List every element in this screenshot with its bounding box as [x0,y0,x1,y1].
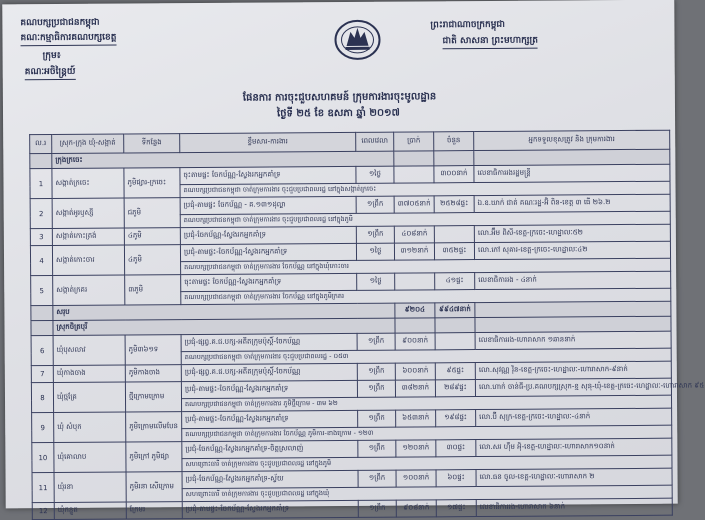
table-cell: ៩៩៤៧នាក់ [435,303,475,318]
party-emblem [332,18,382,62]
table-cell: ក្រែមរ [126,502,182,519]
table-cell: លោ.ហាក់ ចាន់ធី-ប្រ.គណបក្សស្រុក-ខ្ម សុនុ-ឃុំ-ខេត្ត-ក្រចេះ-ហេដ្ឋាលៈ-ហោរាសាក ៩៥ [475,378,671,396]
table-cell [434,151,474,166]
col-header: អ្នកទទួលខុសត្រូវ និង ក្រុមការងារ [474,130,670,150]
table-cell [474,149,670,165]
table-cell: ៩២០៤ [395,303,435,318]
table-cell: ប្រជុំ-ផ្សព្វ.គ.ជ.បក្ស-អតីតក្រុមប៉ុស្តិ៍-ចែកប័ណ្ណ [181,363,357,381]
table-cell: 3 [30,229,52,246]
table-cell: ប្រជុំ-តាមផ្ទះ-ចែកប័ណ្ណ-ស្វែងរកអ្នកគាំទ្រ [182,500,358,518]
table-cell: 7 [31,366,53,383]
table-cell: ឃុំបុសលាវ [53,335,125,366]
table-cell: ១០០នាក់ [396,470,436,487]
table-cell: សរុប [53,303,395,320]
document-title: ផែនការ ការចុះជួបសហគមន៍ ក្រុមការងារចុះមូលដ្ឋាន [242,91,437,104]
table-cell [394,166,434,183]
table-cell: ភូមិក្រៅ ភូមិផ្សា [126,442,182,472]
table-cell: ប្រជុំ-ចែកប័ណ្ណ-ស្វែងរកអ្នកគាំទ្រ-ចិត្តស្រលាញ់ [182,440,358,458]
table-cell: ភូមិផ្សារ-ក្រចេះ [124,168,180,198]
table-cell: ឃុំថ្មគ្រែ [53,382,125,413]
table-cell: ៣ភូមិ [125,275,181,305]
table-cell: 10 [32,443,54,473]
national-motto: ជាតិ សាសនា ព្រះមហាក្សត្រ [442,35,537,50]
table-cell: ៣៧០៥នាក់ [394,196,434,213]
table-cell: ប្រជុំ-ផ្សព្វ.គ.ជ.បក្ស-អតីតក្រុមប៉ុស្តិ៍-ចែកប័ណ្ណ [181,333,357,351]
table-cell: 6 [31,336,53,366]
table-cell: ១ព្រឹក [358,500,396,517]
table-cell: សង្កាត់ក្រចេះ [52,168,124,199]
table-cell: ជភូមិ [124,198,180,228]
document-date: ថ្ងៃទី ២៥ ខែ ឧសភា ឆ្នាំ ២០១៧ [276,107,400,120]
table-cell: ១ព្រឹក [358,470,396,487]
table-cell: សង្កាត់អូរឫស្សី [52,198,124,229]
table-cell: ប្រជុំ-តាមផ្ទះ-ចែកប័ណ្ណ-ស្វែងរកអ្នកគាំទ្រ [182,410,358,428]
table-cell: ភូមិកាងចាង [125,365,181,382]
table-cell: 12 [32,503,54,520]
table-cell: ៦៥៣នាក់ [396,410,436,427]
provincial-committee: គណៈកម្មាធិការគណបក្សខេត្ត [20,32,116,47]
table-cell: ប្រជុំ-តាមផ្ទះ-ចែកប័ណ្ណ-ស្វែងរកអ្នកគាំទ្រ [181,380,357,398]
table-cell: ប្រជុំ-តាមផ្ទះ ចែកប័ណ្ណ - គ.១៣១ដុល្លា [180,196,356,214]
col-header: ពេលវេលា [356,132,394,151]
table-cell: 2 [30,199,52,229]
table-cell: ក្រុងក្រចេះ [52,151,394,168]
table-cell: ឃុំរនា [54,472,126,503]
table-cell [435,318,475,333]
table-cell [434,226,474,243]
table-cell: ៩០០នាក់ [395,333,435,350]
table-cell: លោ.ប៊ី សុក្រ-ខេត្ត-ក្រចេះ-ហេដ្ឋាលៈ-៤នាក់ [476,408,672,426]
party-name: គណបក្សប្រជាជនកម្ពុជា [20,17,100,29]
table-cell: ១៩៨ផ្ទះ [436,410,476,427]
table-cell: ៦០០នាក់ [395,363,435,380]
table-cell: ឃុំកន្ទួត [54,502,126,520]
standing-committee: គណៈអចិន្ត្រៃយ៍ [25,66,76,80]
table-cell: គណបក្សប្រជាជនកម្ពុជា ចាត់ក្រុមការងារ ចុះជួបប្រជាពលរដ្ឋ នៅក្នុងសង្កាត់ក្រចេះ [180,181,670,197]
table-cell: ឯ.ឧ.ឃាក់ ជាត់ គណៈរដ្ឋ-អ៊ិ ពិន-ខេត្ត ៣ ធើ ២៦.២ [474,194,670,212]
table-cell: សង្កាត់កោះត្រង់ [52,228,124,246]
table-cell: ឃុំគោលាប [54,442,126,473]
table-cell: ១៧ផ្ទះ [436,500,476,517]
table-cell: សង្កាត់កោះចារ [52,245,124,276]
col-header: ប្រាក់ [394,132,434,151]
table-cell: ឃុំ សំបុក [54,412,126,443]
table-cell: ប្រជុំ-តាមផ្ទះ-ចែកប័ណ្ណ-ស្វែងរកអ្នកគាំទ្រ [180,243,356,261]
table-cell: ៤ភូមិ [124,228,180,245]
col-header: ល.រ [30,135,52,154]
table-cell: ២៨៩ផ្ទះ [435,380,475,397]
table-cell: លោ.ធន ចូល-ខេត្ត-ហេដ្ឋាលៈ-ហោរាសាក ២ [476,468,672,486]
table-cell: លោ.កៅ សុគារ-ខេត្ត-ក្រចេះ-ហេដ្ឋាលៈ៤២ [474,241,670,259]
table-cell: ១២០នាក់ [396,440,436,457]
table-cell: ៣១២នាក់ [394,243,434,260]
table-cell: ៤០៨នាក់ [394,226,434,243]
table-cell: ៣០ផ្ទះ [436,440,476,457]
table-cell: ១ថ្ងៃ [356,166,394,183]
table-cell: ១ថ្ងៃ [356,243,394,260]
table-cell [435,333,475,350]
table-cell: លេខាធិការរង-ហោរាសាក ៦នាក់ [476,498,672,516]
table-cell: ភូមិរនា សើក្រោម [126,472,182,502]
table-cell: សហព្រោះធារី ចាត់ក្រុមការងារ ចុះជួបប្រជាពលរដ្ឋ នៅក្នុងឃុំ [182,485,672,501]
table-cell: លោ.សុវណ្ណ រ៉ិន-ខេត្ត-ក្រចេះ-ហេដ្ឋាលៈ-ហោរាសាក-៩នាក់ [475,361,671,379]
col-header: ខ្លឹមសារ-ការងារ [180,132,356,152]
table-cell: លេខាធិការរង-ហោរាសាក ១ឆាននាក់ [475,331,671,349]
table-cell: គណបក្សប្រជាជនកម្ពុជា ចាត់ក្រុមការងារ ចុះជួបប្រជាពលរដ្ឋ នៅក្នុងភូមិ [180,211,670,227]
table-cell [395,318,435,333]
table-cell: ១ព្រឹក [357,333,395,350]
table-cell: គណបក្សប្រជាជនកម្ពុជា ចាត់ក្រុមការងារ ចែកប័ណ្ណ នៅក្នុងភូមិក្រគរ [181,288,671,304]
table-cell: គណបក្សប្រជាជនកម្ពុជា ចាត់ក្រុមការងារ ចុះជួបប្រជាពលរដ្ឋ - ០៥៣ [181,348,671,364]
committee-number: ក្រុម៖ [42,50,61,62]
table-cell [394,151,434,166]
table-cell: ៣៥២ផ្ទះ [434,243,474,260]
table-cell: លេខាធិការរង - ៤នាក់ [475,271,671,289]
table-cell: ១ថ្ងៃ [357,273,395,290]
table-cell [395,273,435,290]
table-cell: ១ព្រឹក [357,363,395,380]
table-cell: ស្រុកចិត្របុរី [53,318,395,335]
table-cell: ចុះតាមផ្ទះ ចែកប័ណ្ណ-ស្វែងរកអ្នកគាំទ្រ [180,166,356,184]
kingdom-name: ព្រះរាជាណាចក្រកម្ពុជា [430,19,506,31]
table-cell: ៤១ផ្ទះ [435,273,475,290]
table-cell: ១ព្រឹក [356,196,394,213]
table-cell: គណបក្សប្រជាជនកម្ពុជា ចាត់ក្រុមការងារ ចែកប័ណ្ណ ភូមិការ-ខាងក្រោម - ១២៣ [182,425,672,441]
table-cell: លោ.សរ ហ៊ឹម អុិ-ខេត្ត-ហេដ្ឋាលៈ-ហោរាសាក១០នាក់ [476,438,672,456]
table-cell: គណបក្សប្រជាជនកម្ពុជា ចាត់ក្រុមការងារ ចែកប័ណ្ណ នៅក្នុងឃុំកោះចារ [181,258,671,274]
table-cell: ប្រជុំ-ចែកប័ណ្ណ-ស្វែងរកអ្នកគាំទ្រ-ស្វ័យ [182,470,358,488]
table-cell: 4 [30,246,52,276]
table-cell: លោ.អ៊ឹម ពិសី-ខេត្ត-ក្រចេះ-ហេដ្ឋាលៈ៥២ [474,224,670,242]
table-cell: សង្កាត់ក្រគរ [53,275,125,306]
table-cell: គណបក្សប្រជាជនកម្ពុជា ចាត់ក្រុមការងារ ភូមិថ្មីក្រោម - ៣ម ៦២ [182,395,672,411]
table-cell: ថ្មីក្រោមក្រោម [125,382,181,412]
table-cell [30,154,52,169]
table-cell: ៣០០នាក់ [434,166,474,183]
table-cell: ៦០ផ្ទះ [436,470,476,487]
table-cell: ១ព្រឹក [358,440,396,457]
table-cell: 8 [31,383,53,413]
col-header: ស្រុក-ក្រុង ឃុំ-សង្កាត់ [52,134,124,154]
col-header: ចំនួន [434,132,474,151]
table-cell: 11 [32,473,54,503]
table-cell: 1 [30,169,52,199]
table-cell: ៩០៨នាក់ [396,500,436,517]
table-cell: ៩៥ផ្ទះ [435,363,475,380]
col-header: ទីកន្លែង [124,134,180,153]
table-cell: ១ព្រឹក [358,410,396,427]
table-cell: 5 [31,276,53,306]
table-cell: ភូមិក្រោមលើមបែន [126,412,182,442]
schedule-table [29,130,705,520]
table-cell: ១ព្រឹក [356,226,394,243]
table-cell: ចុះតាមផ្ទះ ចែកប័ណ្ណ-ស្វែងរកអ្នកគាំទ្រ [181,273,357,291]
table-cell: ឃុំកាងចាង [53,365,125,383]
table-cell: ប្រជុំ-ចែកប័ណ្ណ-ស្វែងរកអ្នកគាំទ្រ [180,226,356,244]
table-cell: ភូមិ៣៦១ទ [125,335,181,365]
table-cell: ៣៨២នាក់ [395,380,435,397]
table-cell [31,321,53,336]
table-cell [475,301,671,317]
table-cell: ២៥២៨ផ្ទះ [434,196,474,213]
table-cell: ៤ភូមិ [124,245,180,275]
table-cell: លេខាធិការរងរដ្ឋមន្ត្រី [474,164,670,182]
table-cell: សហព្រោះធារី ចាត់ក្រុមការងារ ចុះជួបប្រជាពលរដ្ឋ នៅក្នុងភូមិ [182,455,672,471]
table-cell: ១ព្រឹក [357,380,395,397]
table-cell: 9 [32,413,54,443]
table-row [32,498,672,519]
document-page [2,0,705,516]
table-cell [475,316,671,332]
table-cell [31,306,53,321]
